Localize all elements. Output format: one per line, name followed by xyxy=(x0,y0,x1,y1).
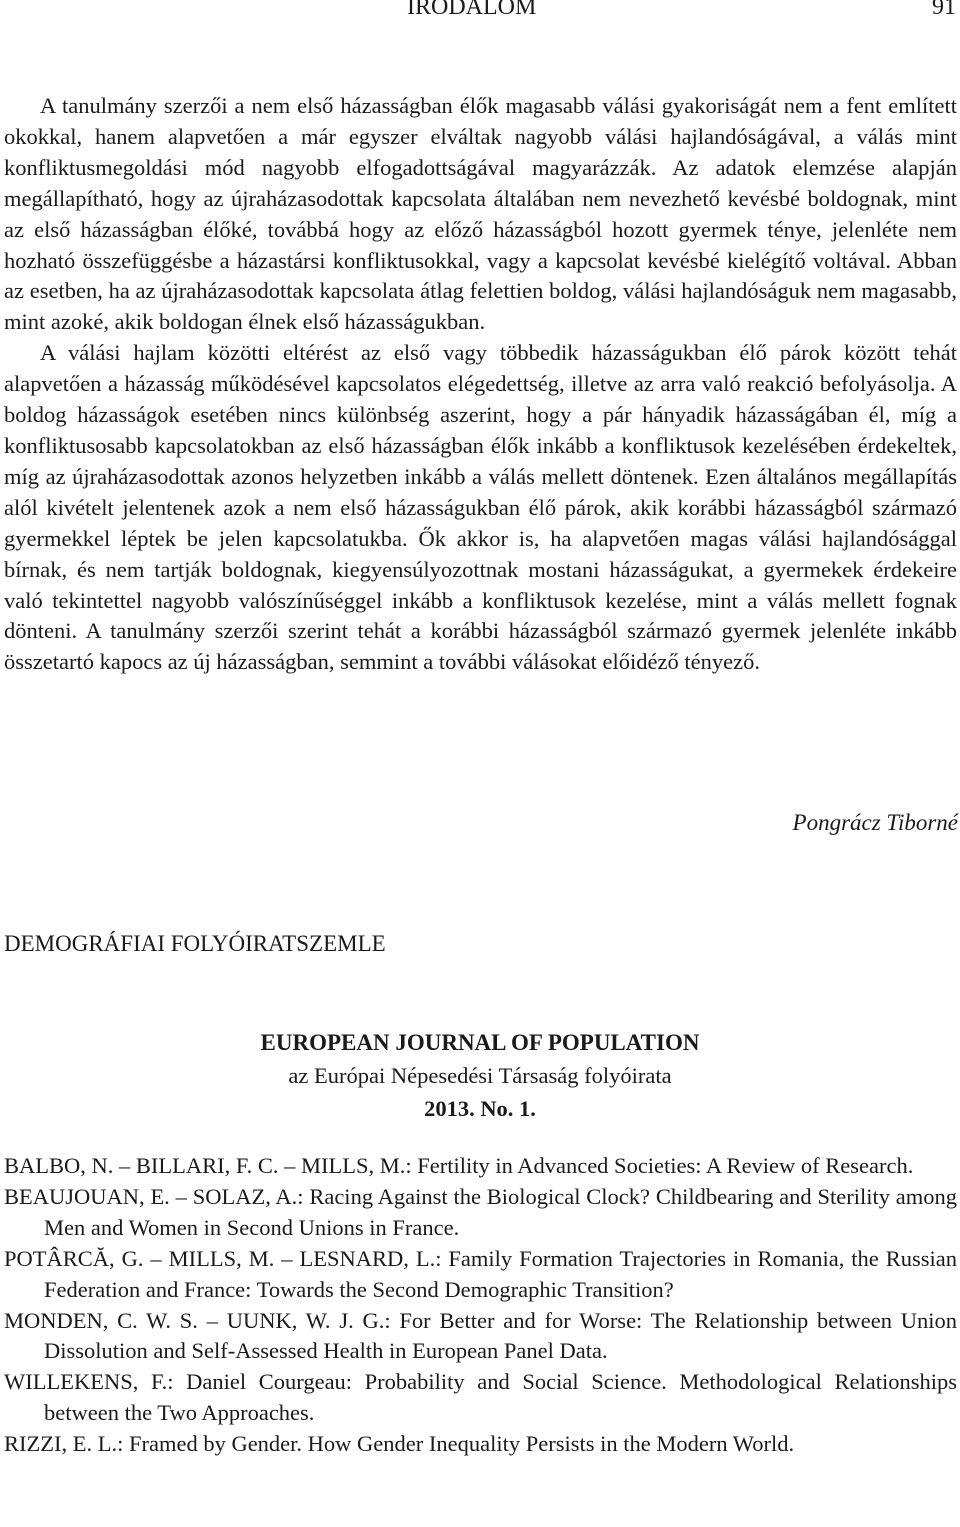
journal-name: EUROPEAN JOURNAL OF POPULATION xyxy=(260,1030,700,1055)
page-header xyxy=(0,0,960,28)
reference-item: WILLEKENS, F.: Daniel Courgeau: Probability and Social Science. Methodological Relationships between the Two Approaches. xyxy=(4,1369,957,1426)
section-title: DEMOGRÁFIAI FOLYÓIRATSZEMLE xyxy=(4,931,386,956)
reference-item: RIZZI, E. L.: Framed by Gender. How Gender Inequality Persists in the Modern World. xyxy=(4,1431,795,1457)
reference-item: BEAUJOUAN, E. – SOLAZ, A.: Racing Against the Biological Clock? Childbearing and Sterility among Men and Women in Second Unions in France. xyxy=(4,1183,957,1240)
reference-item: POTÂRCĂ, G. – MILLS, M. – LESNARD, L.: Family Formation Trajectories in Romania, the Russian Federation and France: Towards the Second Demographic Transition? xyxy=(4,1245,957,1302)
journal-issue: 2013. No. 1. xyxy=(424,1096,536,1121)
body-paragraph: A tanulmány szerzői a nem első házasságban élők magasabb válási gyakoriságát nem a fent említett okokkal, hanem alapvetően a már egyszer elváltak nagyobb válási hajlandóságával, a válás mint konfliktusmegoldási mód nagyobb elfogadottságával magyarázzák. Az adatok elemzése alapján megállapítható, hogy az újraházasodottak kapcsolata általában nem nevezhető kevésbé boldognak, mint az első házasságban élőké, továbbá hogy az előző házasságból hozott gyermek ténye, jelenléte nem hozható összefüggésbe a házastársi konfliktusokkal, vagy a kapcsolat kevésbé kielégítő voltával. Abban az esetben, ha az újraházasodottak kapcsolata átlag felettien boldog, válási hajlandóságuk nem magasabb, mint azoké, akik boldogan élnek első házasságukban. xyxy=(4,93,957,335)
journal-heading xyxy=(0,1026,960,1125)
reference-item: MONDEN, C. W. S. – UUNK, W. J. G.: For Better and for Worse: The Relationship between Union Dissolution and Self-Assessed Health in European Panel Data. xyxy=(4,1307,957,1364)
journal-subtitle: az Európai Népesedési Társaság folyóirata xyxy=(288,1063,672,1088)
body-paragraph: A válási hajlam közötti eltérést az első vagy többedik házasságukban élő párok között tehát alapvetően a házasság működésével kapcsolatos elégedettség, illetve az arra való reakció befolyásolja. A boldog házasságok esetében nincs különbség aszerint, hogy a pár hányadik házasságában él, míg a konfliktusosabb kapcsolatokban az első házasságban élők inkább a konfliktusok kezelésében érdekeltek, míg az újraházasodottak azonos helyzetben inkább a válás mellett döntenek. Ezen általános megállapítás alól kivételt jelentenek azok a nem első házasságukban élő párok, akik korábbi házasságból származó gyermekkel léptek be jelen kapcsolatukba. Ők akkor is, ha alapvetően magas válási hajlandósággal bírnak, és nem tartják boldognak, kiegyensúlyozottnak mostani házasságukat, a gyermekek érdekeire való tekintettel nagyobb valószínűséggel inkább a konfliktusok kezelése, mint a válás mellett fognak dönteni. A tanulmány szerzői szerint tehát a korábbi házasságból származó gyermek jelenléte inkább összetartó kapocs az új házasságban, semmint a további válásokat előidéző tényező. xyxy=(4,340,957,675)
reference-item: BALBO, N. – BILLARI, F. C. – MILLS, M.: Fertility in Advanced Societies: A Review of Research. xyxy=(4,1153,914,1178)
review-author: Pongrácz Tiborné xyxy=(792,810,958,835)
reference-list xyxy=(4,1151,957,1460)
running-head: IRODALOM xyxy=(407,0,537,20)
article-body xyxy=(4,91,957,678)
page-number: 91 xyxy=(932,0,956,20)
